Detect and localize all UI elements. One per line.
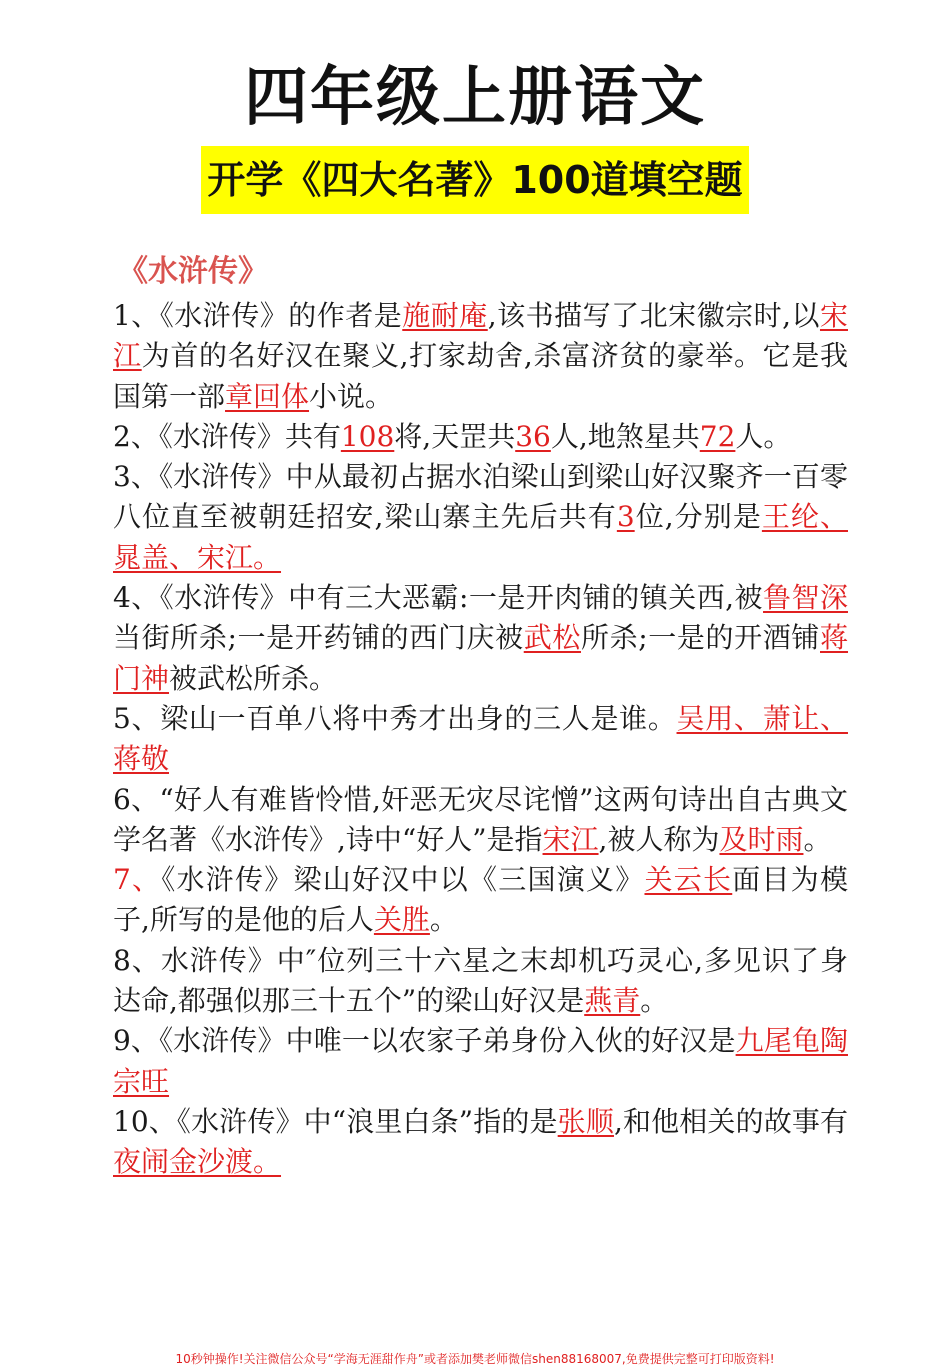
- question-3: [113, 457, 848, 578]
- question-10: [113, 1102, 848, 1183]
- question-text: ,和他相关的故事有: [613, 1104, 848, 1138]
- question-text: 《水浒传》共有: [158, 419, 341, 453]
- answer-text: 武松: [523, 621, 581, 655]
- question-text: 当街所杀;一是开药铺的西门庆被: [113, 621, 524, 655]
- answer-text: 关云长: [644, 863, 733, 897]
- question-text: 《水浒传》中“浪里白条”指的是: [176, 1104, 558, 1138]
- question-2: [113, 417, 848, 457]
- question-text: 。: [803, 822, 832, 856]
- question-1: [113, 296, 848, 417]
- answer-text: 3: [616, 500, 635, 534]
- answer-text: 及时雨: [719, 822, 804, 856]
- question-text: 小说。: [309, 379, 394, 413]
- question-text: 为首的名好汉在聚义,打家劫舍,杀富济贫的豪举。它是我国第一部: [113, 339, 848, 413]
- question-text: 。: [429, 903, 458, 937]
- answer-text: 鲁智深: [763, 581, 848, 615]
- question-text: 《水浒传》的作者是: [159, 299, 403, 332]
- answer-text: 108: [340, 419, 395, 453]
- answer-text: 宋江: [542, 822, 599, 856]
- question-text: 位,分别是: [634, 500, 762, 534]
- subtitle-banner: [0, 146, 950, 214]
- question-text: 《水浒传》梁山好汉中以《三国演义》: [161, 863, 645, 897]
- question-text: 将,天罡共: [394, 419, 516, 453]
- question-number: 10、: [113, 1104, 177, 1138]
- question-text: 。: [640, 984, 669, 1018]
- question-text: 被武松所杀。: [169, 661, 338, 695]
- page-title: 四年级上册语文: [244, 61, 706, 135]
- question-text: 所杀;一是的开酒铺: [580, 621, 820, 655]
- question-number: 4、: [113, 581, 160, 615]
- question-number: 5、: [113, 701, 161, 735]
- question-number: 8、: [113, 943, 161, 977]
- question-text: “好人有难皆怜惜,奸恶无灾尽诧憎”这两句诗出自古典文学名著《水浒传》,诗中“好人”是指: [113, 782, 848, 856]
- question-5: [113, 699, 848, 780]
- answer-text: 36: [515, 419, 551, 453]
- answer-text: 施耐庵: [402, 299, 488, 332]
- question-number: 6、: [113, 782, 160, 816]
- question-text: 《水浒传》中唯一以农家子弟身份入伙的好汉是: [159, 1024, 736, 1058]
- answer-text: 章回体: [225, 379, 310, 413]
- question-text: ,该书描写了北宋徽宗时,以: [487, 299, 820, 332]
- answer-text: 蒋门神: [113, 621, 849, 695]
- question-9: [113, 1021, 848, 1102]
- subtitle: 开学《四大名著》100道填空题: [201, 146, 748, 214]
- question-text: 《水浒传》中有三大恶霸:一是开肉铺的镇关西,被: [159, 581, 764, 615]
- question-number: 2、: [113, 419, 159, 453]
- question-text: 人,地煞星共: [550, 419, 700, 453]
- answer-text: 夜闹金沙渡。: [113, 1145, 282, 1179]
- question-6: [113, 780, 848, 861]
- section-heading: 《水浒传》: [118, 254, 268, 289]
- answer-text: 张顺: [557, 1104, 614, 1138]
- answer-text: 九尾龟陶宗旺: [113, 1024, 848, 1098]
- answer-text: 关胜: [373, 903, 430, 937]
- question-text: 《水浒传》中从最初占据水泊梁山到梁山好汉聚齐一百零八位直至被朝廷招安,梁山寨主先后共有: [113, 460, 848, 534]
- question-4: [113, 578, 848, 699]
- question-7: [113, 860, 848, 941]
- answer-text: 吴用、萧让、蒋敬: [113, 701, 848, 776]
- question-8: [113, 941, 848, 1022]
- answer-text: 燕青: [584, 984, 641, 1018]
- question-list: [113, 296, 848, 1183]
- question-number: 3、: [113, 460, 160, 494]
- answer-text: 王纶、晁盖、宋江。: [113, 500, 848, 574]
- question-text: 面目为模子,所写的是他的后人: [113, 863, 848, 937]
- footer-note: 10秒钟操作!关注微信公众号“学海无涯甜作舟”或者添加樊老师微信shen88168007,免费提供完整可打印版资料!: [175, 1352, 775, 1366]
- question-number: 1、: [113, 299, 160, 332]
- question-number: 9、: [113, 1024, 160, 1058]
- question-text: 人。: [735, 419, 792, 453]
- question-text: ,被人称为: [598, 822, 720, 856]
- question-text: 水浒传》中″位列三十六星之末却机巧灵心,多见识了身达命,都强似那三十五个”的梁山好汉是: [113, 943, 848, 1018]
- answer-text: 72: [699, 419, 736, 453]
- question-number: 7、: [113, 863, 162, 897]
- question-text: 梁山一百单八将中秀才出身的三人是谁。: [160, 701, 677, 735]
- answer-text: 宋江: [113, 299, 848, 373]
